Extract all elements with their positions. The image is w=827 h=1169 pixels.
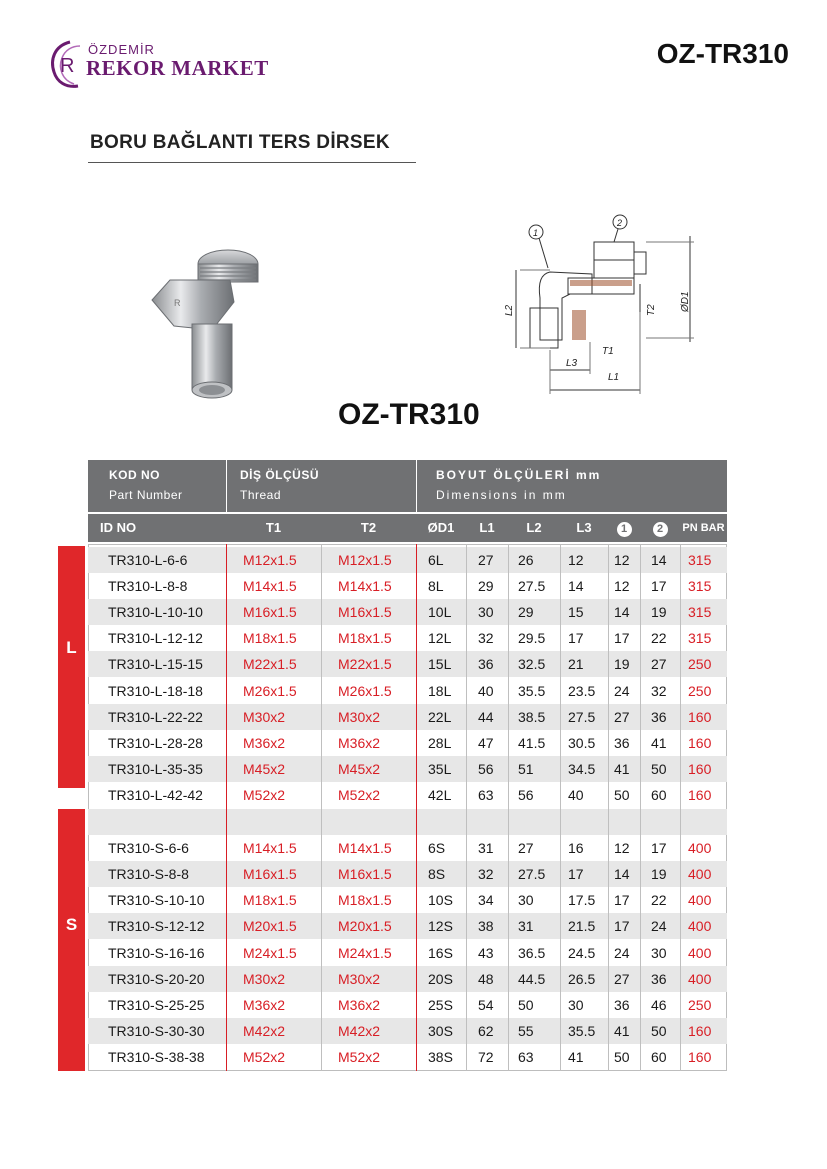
cell-wrench1: 50 xyxy=(614,787,630,804)
cell-d1: 20S xyxy=(428,970,453,987)
cell-l2: 36.5 xyxy=(518,944,546,961)
table-row xyxy=(88,1044,727,1070)
cell-l2: 29.5 xyxy=(518,630,546,647)
table-row xyxy=(88,966,727,992)
cell-wrench2: 50 xyxy=(651,761,667,778)
cell-d1: 35L xyxy=(428,761,452,778)
cell-l3: 14 xyxy=(568,577,584,594)
table-row xyxy=(88,861,727,887)
table-column-divider xyxy=(640,544,641,1071)
product-code-title: OZ-TR310 xyxy=(338,398,480,431)
cell-t2: M14x1.5 xyxy=(338,839,392,856)
cell-d1: 42L xyxy=(428,787,452,804)
cell-l3: 21.5 xyxy=(568,918,596,935)
cell-wrench2: 32 xyxy=(651,682,667,699)
cell-wrench1: 27 xyxy=(614,708,630,725)
cell-t2: M12x1.5 xyxy=(338,551,392,568)
cell-d1: 22L xyxy=(428,708,452,725)
cell-l2: 63 xyxy=(518,1049,534,1066)
cell-id: TR310-S-10-10 xyxy=(108,892,205,909)
dim-l2-label: L2 xyxy=(504,304,515,316)
cell-l3: 34.5 xyxy=(568,761,596,778)
group-s-sidebar xyxy=(58,809,85,1071)
table-row xyxy=(88,913,727,939)
brand-logo-icon xyxy=(48,38,88,90)
cell-t1: M36x2 xyxy=(243,996,286,1013)
cell-d1: 6S xyxy=(428,839,446,856)
cell-t2: M16x1.5 xyxy=(338,603,392,620)
svg-text:R: R xyxy=(174,298,181,308)
table-row xyxy=(88,782,727,808)
cell-id: TR310-S-12-12 xyxy=(108,918,205,935)
cell-l1: 27 xyxy=(478,551,494,568)
cell-wrench1: 17 xyxy=(614,892,630,909)
cell-t2: M18x1.5 xyxy=(338,630,392,647)
cell-pn-bar: 160 xyxy=(688,734,712,751)
cell-d1: 15L xyxy=(428,656,452,673)
cell-l3: 30 xyxy=(568,996,584,1013)
table-row xyxy=(88,625,727,651)
group-s-label: S xyxy=(65,915,78,934)
cell-id: TR310-L-22-22 xyxy=(108,708,203,725)
cell-t2: M20x1.5 xyxy=(338,918,392,935)
cell-l3: 30.5 xyxy=(568,734,596,751)
cell-t2: M45x2 xyxy=(338,761,381,778)
cell-l1: 32 xyxy=(478,865,494,882)
cell-t1: M24x1.5 xyxy=(243,944,297,961)
cell-l3: 26.5 xyxy=(568,970,596,987)
header-dis-tr: DİŞ ÖLÇÜSÜ xyxy=(240,468,320,482)
cell-wrench1: 12 xyxy=(614,839,630,856)
technical-drawing xyxy=(490,212,705,402)
cell-t2: M52x2 xyxy=(338,1049,381,1066)
cell-l2: 26 xyxy=(518,551,534,568)
table-row xyxy=(88,599,727,625)
cell-t2: M14x1.5 xyxy=(338,577,392,594)
table-row xyxy=(88,678,727,704)
cell-wrench2: 30 xyxy=(651,944,667,961)
cell-wrench2: 22 xyxy=(651,892,667,909)
cell-d1: 12L xyxy=(428,630,452,647)
cell-pn-bar: 160 xyxy=(688,761,712,778)
cell-id: TR310-S-20-20 xyxy=(108,970,205,987)
cell-t2: M30x2 xyxy=(338,970,381,987)
cell-id: TR310-L-35-35 xyxy=(108,761,203,778)
cell-t1: M18x1.5 xyxy=(243,630,297,647)
product-photo xyxy=(130,240,270,405)
cell-t2: M52x2 xyxy=(338,787,381,804)
page-title: BORU BAĞLANTI TERS DİRSEK xyxy=(90,132,390,153)
cell-pn-bar: 160 xyxy=(688,708,712,725)
cell-t1: M16x1.5 xyxy=(243,603,297,620)
cell-pn-bar: 400 xyxy=(688,839,712,856)
cell-id: TR310-L-42-42 xyxy=(108,787,203,804)
col-header-id: ID NO xyxy=(100,520,137,535)
cell-l1: 43 xyxy=(478,944,494,961)
table-row xyxy=(88,704,727,730)
cell-wrench1: 41 xyxy=(614,761,630,778)
cell-wrench1: 24 xyxy=(614,944,630,961)
cell-id: TR310-L-28-28 xyxy=(108,734,203,751)
cell-t1: M16x1.5 xyxy=(243,865,297,882)
callout-2-label: 2 xyxy=(617,218,623,228)
cell-id: TR310-S-25-25 xyxy=(108,996,205,1013)
table-row xyxy=(88,992,727,1018)
cell-wrench2: 36 xyxy=(651,970,667,987)
col-header-t1: T1 xyxy=(265,520,282,535)
brand-name: REKOR MARKET xyxy=(86,56,269,80)
cell-pn-bar: 250 xyxy=(688,656,712,673)
cell-wrench2: 14 xyxy=(651,551,667,568)
cell-id: TR310-S-30-30 xyxy=(108,1023,205,1040)
cell-l1: 63 xyxy=(478,787,494,804)
cell-pn-bar: 400 xyxy=(688,944,712,961)
table-row xyxy=(88,651,727,677)
cell-wrench2: 19 xyxy=(651,865,667,882)
cell-l3: 17.5 xyxy=(568,892,596,909)
cell-t2: M16x1.5 xyxy=(338,865,392,882)
cell-wrench2: 36 xyxy=(651,708,667,725)
cell-t1: M26x1.5 xyxy=(243,682,297,699)
cell-pn-bar: 250 xyxy=(688,996,712,1013)
cell-pn-bar: 400 xyxy=(688,918,712,935)
cell-l2: 35.5 xyxy=(518,682,546,699)
cell-d1: 12S xyxy=(428,918,453,935)
cell-wrench2: 17 xyxy=(651,839,667,856)
col-header-wrench2: 2 xyxy=(653,522,668,537)
cell-d1: 8S xyxy=(428,865,446,882)
cell-d1: 8L xyxy=(428,577,444,594)
table-column-divider xyxy=(608,544,609,1071)
cell-l3: 16 xyxy=(568,839,584,856)
cell-t1: M42x2 xyxy=(243,1023,286,1040)
table-column-divider xyxy=(560,544,561,1071)
col-header-wrench1: 1 xyxy=(617,522,632,537)
dim-t2-label: T2 xyxy=(646,304,657,316)
brand-mark-letter: R xyxy=(60,55,75,77)
cell-t1: M52x2 xyxy=(243,1049,286,1066)
brand-logo xyxy=(48,38,278,94)
cell-l2: 38.5 xyxy=(518,708,546,725)
cell-wrench1: 41 xyxy=(614,1023,630,1040)
cell-t2: M30x2 xyxy=(338,708,381,725)
cell-t1: M14x1.5 xyxy=(243,839,297,856)
cell-wrench1: 17 xyxy=(614,630,630,647)
header-kod-en: Part Number xyxy=(109,488,183,502)
cell-t2: M22x1.5 xyxy=(338,656,392,673)
cell-l2: 51 xyxy=(518,761,534,778)
cell-d1: 16S xyxy=(428,944,453,961)
cell-wrench1: 36 xyxy=(614,996,630,1013)
dim-t1-label: T1 xyxy=(602,346,614,357)
cell-t2: M26x1.5 xyxy=(338,682,392,699)
dim-d1-label: ØD1 xyxy=(680,291,691,312)
cell-wrench2: 22 xyxy=(651,630,667,647)
cell-t1: M22x1.5 xyxy=(243,656,297,673)
cell-l1: 34 xyxy=(478,892,494,909)
title-underline xyxy=(88,162,416,163)
cell-wrench2: 50 xyxy=(651,1023,667,1040)
cell-l3: 12 xyxy=(568,551,584,568)
cell-t1: M14x1.5 xyxy=(243,577,297,594)
cell-l1: 72 xyxy=(478,1049,494,1066)
cell-t1: M12x1.5 xyxy=(243,551,297,568)
cell-pn-bar: 315 xyxy=(688,551,712,568)
cell-l3: 41 xyxy=(568,1049,584,1066)
cell-pn-bar: 315 xyxy=(688,577,712,594)
cell-t1: M30x2 xyxy=(243,970,286,987)
brand-small-text: ÖZDEMİR xyxy=(88,42,155,57)
cell-l1: 62 xyxy=(478,1023,494,1040)
cell-pn-bar: 160 xyxy=(688,787,712,804)
cell-l1: 56 xyxy=(478,761,494,778)
cell-wrench2: 60 xyxy=(651,1049,667,1066)
cell-wrench2: 60 xyxy=(651,787,667,804)
cell-l3: 17 xyxy=(568,865,584,882)
table-header-top xyxy=(88,460,727,512)
cell-l1: 48 xyxy=(478,970,494,987)
cell-wrench1: 24 xyxy=(614,682,630,699)
header-boyut-tr: BOYUT ÖLÇÜLERİ mm xyxy=(436,468,602,482)
cell-l2: 56 xyxy=(518,787,534,804)
cell-pn-bar: 160 xyxy=(688,1023,712,1040)
col-header-l3: L3 xyxy=(576,520,592,535)
cell-id: TR310-L-18-18 xyxy=(108,682,203,699)
cell-t2: M24x1.5 xyxy=(338,944,392,961)
col-header-d1: ØD1 xyxy=(427,520,455,535)
cell-l3: 23.5 xyxy=(568,682,596,699)
cell-l1: 32 xyxy=(478,630,494,647)
cell-wrench2: 27 xyxy=(651,656,667,673)
cell-id: TR310-L-8-8 xyxy=(108,577,188,594)
cell-wrench2: 46 xyxy=(651,996,667,1013)
cell-id: TR310-S-8-8 xyxy=(108,865,189,882)
cell-wrench2: 41 xyxy=(651,734,667,751)
table-column-divider xyxy=(508,544,509,1071)
table-row xyxy=(88,940,727,966)
cell-l1: 29 xyxy=(478,577,494,594)
table-row xyxy=(88,730,727,756)
cell-l1: 40 xyxy=(478,682,494,699)
cell-id: TR310-L-6-6 xyxy=(108,551,188,568)
cell-id: TR310-S-6-6 xyxy=(108,839,189,856)
cell-t1: M20x1.5 xyxy=(243,918,297,935)
cell-l1: 30 xyxy=(478,603,494,620)
table-row xyxy=(88,573,727,599)
cell-t2: M36x2 xyxy=(338,996,381,1013)
cell-l2: 41.5 xyxy=(518,734,546,751)
cell-id: TR310-L-15-15 xyxy=(108,656,203,673)
cell-pn-bar: 250 xyxy=(688,682,712,699)
cell-l2: 27.5 xyxy=(518,865,546,882)
cell-l2: 44.5 xyxy=(518,970,546,987)
table-column-divider xyxy=(416,544,417,1071)
product-code-header: OZ-TR310 xyxy=(656,38,789,69)
cell-d1: 38S xyxy=(428,1049,453,1066)
col-header-pn-bar: PN BAR xyxy=(682,522,725,534)
callout-1-label: 1 xyxy=(533,228,539,238)
cell-t1: M30x2 xyxy=(243,708,286,725)
header-kod-tr: KOD NO xyxy=(109,468,160,482)
cell-d1: 18L xyxy=(428,682,452,699)
cell-t2: M18x1.5 xyxy=(338,892,392,909)
table-group-separator xyxy=(88,809,727,835)
table-column-divider xyxy=(226,544,227,1071)
group-l-label: L xyxy=(66,638,77,657)
cell-l1: 54 xyxy=(478,996,494,1013)
header-boyut-en: Dimensions in mm xyxy=(436,488,567,502)
col-header-l2: L2 xyxy=(526,520,542,535)
cell-pn-bar: 400 xyxy=(688,970,712,987)
cell-d1: 30S xyxy=(428,1023,453,1040)
cell-l1: 31 xyxy=(478,839,494,856)
cell-pn-bar: 315 xyxy=(688,630,712,647)
cell-wrench1: 14 xyxy=(614,865,630,882)
cell-l2: 50 xyxy=(518,996,534,1013)
cell-id: TR310-L-12-12 xyxy=(108,630,203,647)
cell-d1: 6L xyxy=(428,551,444,568)
table-column-divider xyxy=(466,544,467,1071)
cell-wrench1: 27 xyxy=(614,970,630,987)
cell-id: TR310-L-10-10 xyxy=(108,603,203,620)
col-header-l1: L1 xyxy=(479,520,495,535)
cell-l2: 29 xyxy=(518,603,534,620)
cell-l3: 17 xyxy=(568,630,584,647)
header-dis-en: Thread xyxy=(240,488,282,502)
cell-l3: 40 xyxy=(568,787,584,804)
cell-wrench1: 17 xyxy=(614,918,630,935)
table-column-divider xyxy=(321,544,322,1071)
cell-wrench1: 14 xyxy=(614,603,630,620)
cell-id: TR310-S-38-38 xyxy=(108,1049,205,1066)
cell-l3: 35.5 xyxy=(568,1023,596,1040)
cell-l1: 47 xyxy=(478,734,494,751)
dim-l3-label: L3 xyxy=(566,358,578,369)
table-row xyxy=(88,756,727,782)
cell-wrench1: 12 xyxy=(614,577,630,594)
cell-t2: M42x2 xyxy=(338,1023,381,1040)
table-column-divider xyxy=(680,544,681,1071)
table-row xyxy=(88,547,727,573)
cell-l2: 32.5 xyxy=(518,656,546,673)
table-row xyxy=(88,835,727,861)
cell-wrench1: 19 xyxy=(614,656,630,673)
cell-t2: M36x2 xyxy=(338,734,381,751)
cell-l2: 27.5 xyxy=(518,577,546,594)
cell-d1: 28L xyxy=(428,734,452,751)
cell-pn-bar: 400 xyxy=(688,865,712,882)
cell-pn-bar: 315 xyxy=(688,603,712,620)
cell-t1: M18x1.5 xyxy=(243,892,297,909)
cell-l1: 36 xyxy=(478,656,494,673)
cell-l3: 21 xyxy=(568,656,584,673)
cell-l3: 15 xyxy=(568,603,584,620)
cell-t1: M52x2 xyxy=(243,787,286,804)
dim-l1-label: L1 xyxy=(608,372,620,383)
cell-pn-bar: 160 xyxy=(688,1049,712,1066)
table-header-columns xyxy=(88,514,727,542)
cell-wrench1: 36 xyxy=(614,734,630,751)
cell-l2: 27 xyxy=(518,839,534,856)
cell-t1: M45x2 xyxy=(243,761,286,778)
cell-d1: 10S xyxy=(428,892,453,909)
cell-d1: 25S xyxy=(428,996,453,1013)
cell-l2: 55 xyxy=(518,1023,534,1040)
cell-l3: 24.5 xyxy=(568,944,596,961)
col-header-t2: T2 xyxy=(360,520,377,535)
cell-wrench2: 17 xyxy=(651,577,667,594)
cell-l2: 30 xyxy=(518,892,534,909)
cell-id: TR310-S-16-16 xyxy=(108,944,205,961)
cell-l3: 27.5 xyxy=(568,708,596,725)
cell-wrench1: 12 xyxy=(614,551,630,568)
cell-l2: 31 xyxy=(518,918,534,935)
table-row xyxy=(88,1018,727,1044)
cell-l1: 38 xyxy=(478,918,494,935)
cell-wrench2: 19 xyxy=(651,603,667,620)
cell-d1: 10L xyxy=(428,603,452,620)
cell-wrench2: 24 xyxy=(651,918,667,935)
cell-wrench1: 50 xyxy=(614,1049,630,1066)
cell-t1: M36x2 xyxy=(243,734,286,751)
table-row xyxy=(88,887,727,913)
cell-l1: 44 xyxy=(478,708,494,725)
group-l-sidebar xyxy=(58,546,85,788)
cell-pn-bar: 400 xyxy=(688,892,712,909)
